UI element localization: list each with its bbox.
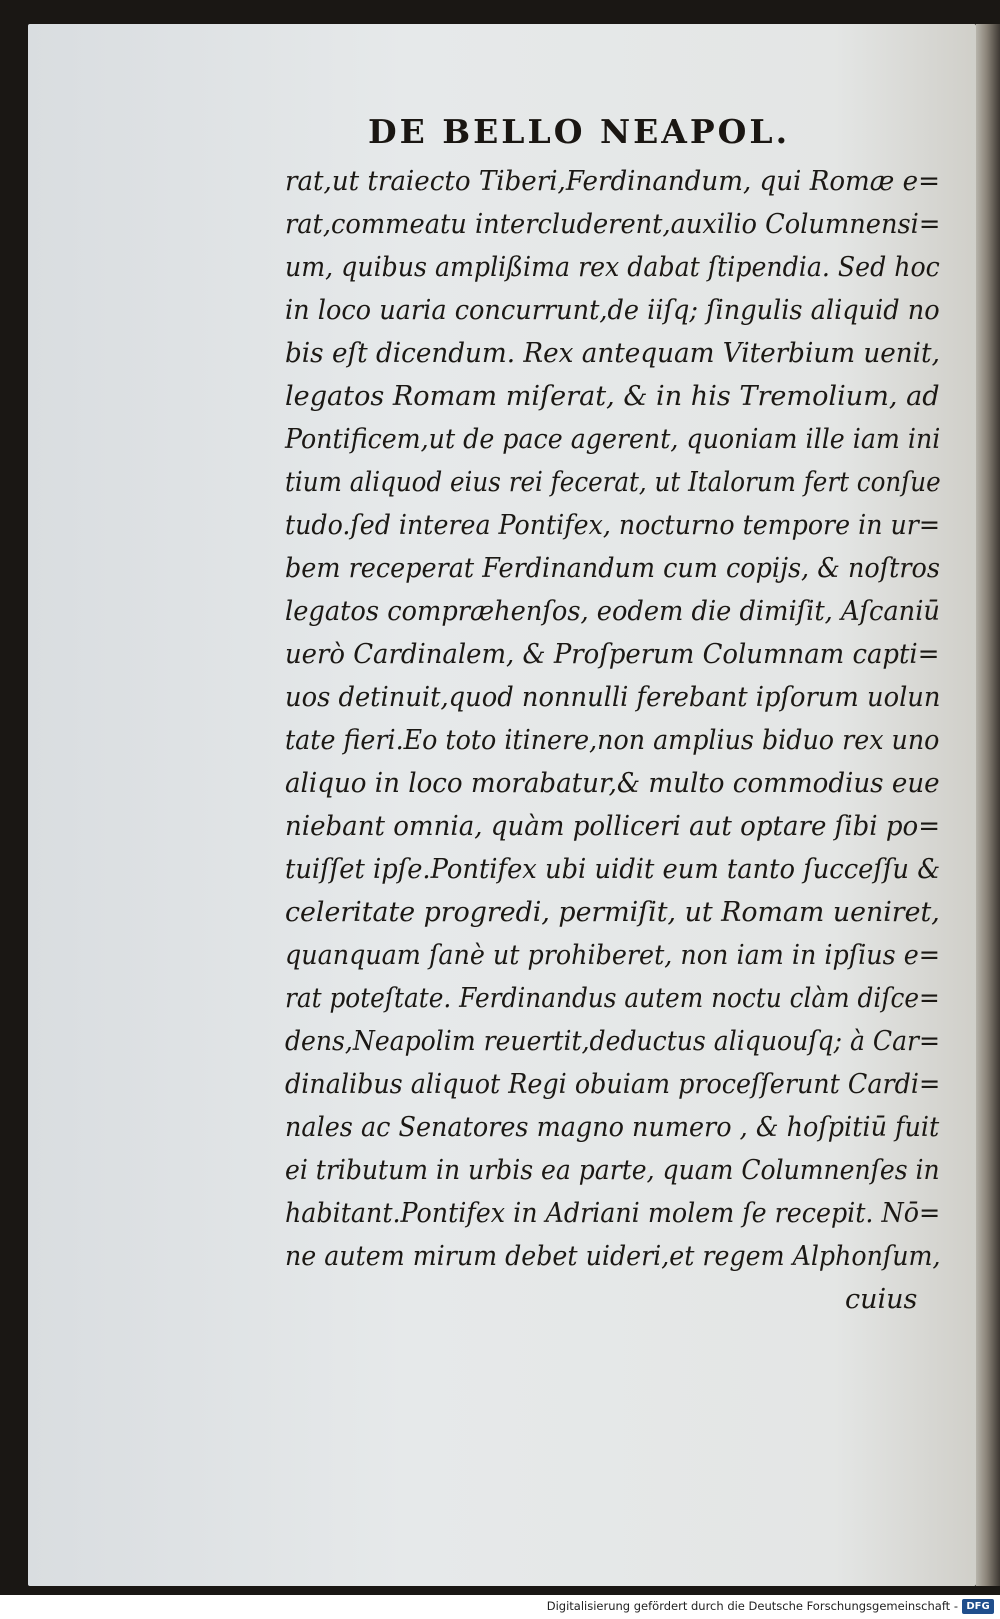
text-line: ne autem mirum debet uideri,et regem Alphonſum, <box>285 1240 941 1272</box>
dfg-logo: DFG <box>962 1599 994 1614</box>
text-line: rat poteſtate. Ferdinandus autem noctu clàm diſce= <box>285 982 940 1014</box>
text-line: um, quibus amplißima rex dabat ſtipendia. Sed hoc <box>285 251 940 283</box>
text-line: tuiſſet ipſe.Pontifex ubi uidit eum tanto ſucceſſu & <box>285 853 941 885</box>
text-line: quanquam ſanè ut prohiberet, non iam in ipſius e= <box>285 939 940 971</box>
text-line: rat,ut traiecto Tiberi,Ferdinandum, qui Romæ e= <box>285 165 940 197</box>
text-line: tate fieri.Eo toto itinere,non amplius biduo rex uno <box>285 724 940 756</box>
text-line: nales ac Senatores magno numero , & hoſpitiū fuit <box>285 1111 940 1143</box>
text-line: aliquo in loco morabatur,& multo commodius eue <box>285 767 940 799</box>
text-line: rat,commeatu intercluderent,auxilio Columnensi= <box>285 208 941 240</box>
text-line: celeritate progredi, permiſit, ut Romam ueniret, <box>285 896 940 928</box>
text-line: ei tributum in urbis ea parte, quam Columnenſes in <box>285 1154 940 1186</box>
text-line: habitant.Pontifex in Adriani molem ſe recepit. Nō= <box>285 1197 941 1229</box>
text-line: legatos Romam miſerat, & in his Tremolium, ad <box>285 380 940 412</box>
catchword: cuius <box>845 1284 918 1315</box>
text-line: uerò Cardinalem, & Proſperum Columnam capti= <box>285 638 940 670</box>
text-line: Pontificem,ut de pace agerent, quoniam ille iam ini <box>285 423 941 455</box>
text-line: tudo.ſed interea Pontifex, nocturno tempore in ur= <box>285 509 941 541</box>
text-line: niebant omnia, quàm polliceri aut optare ſibi po= <box>285 810 941 842</box>
text-line: bis eſt dicendum. Rex antequam Viterbium uenit, <box>285 337 940 369</box>
book-binding-edge <box>976 24 1000 1586</box>
text-line: bem receperat Ferdinandum cum copijs, & noſtros <box>285 552 940 584</box>
text-line: dinalibus aliquot Regi obuiam proceſſerunt Cardi= <box>285 1068 941 1100</box>
text-line: uos detinuit,quod nonnulli ferebant ipſorum uolun <box>285 681 941 713</box>
page-body-text <box>285 160 945 1278</box>
running-header: DE BELLO NEAPOL. <box>368 112 791 151</box>
text-line: tium aliquod eius rei fecerat, ut Italorum fert conſue <box>285 466 941 498</box>
footer-credit: Digitalisierung gefördert durch die Deutsche Forschungsgemeinschaft - <box>546 1599 958 1613</box>
text-line: legatos compræhenſos, eodem die dimiſit, Aſcaniū <box>285 595 940 627</box>
text-line: in loco uaria concurrunt,de iiſq; ſingulis aliquid no <box>285 294 940 326</box>
text-line: dens,Neapolim reuertit,deductus aliquouſq; à Car= <box>285 1025 941 1057</box>
